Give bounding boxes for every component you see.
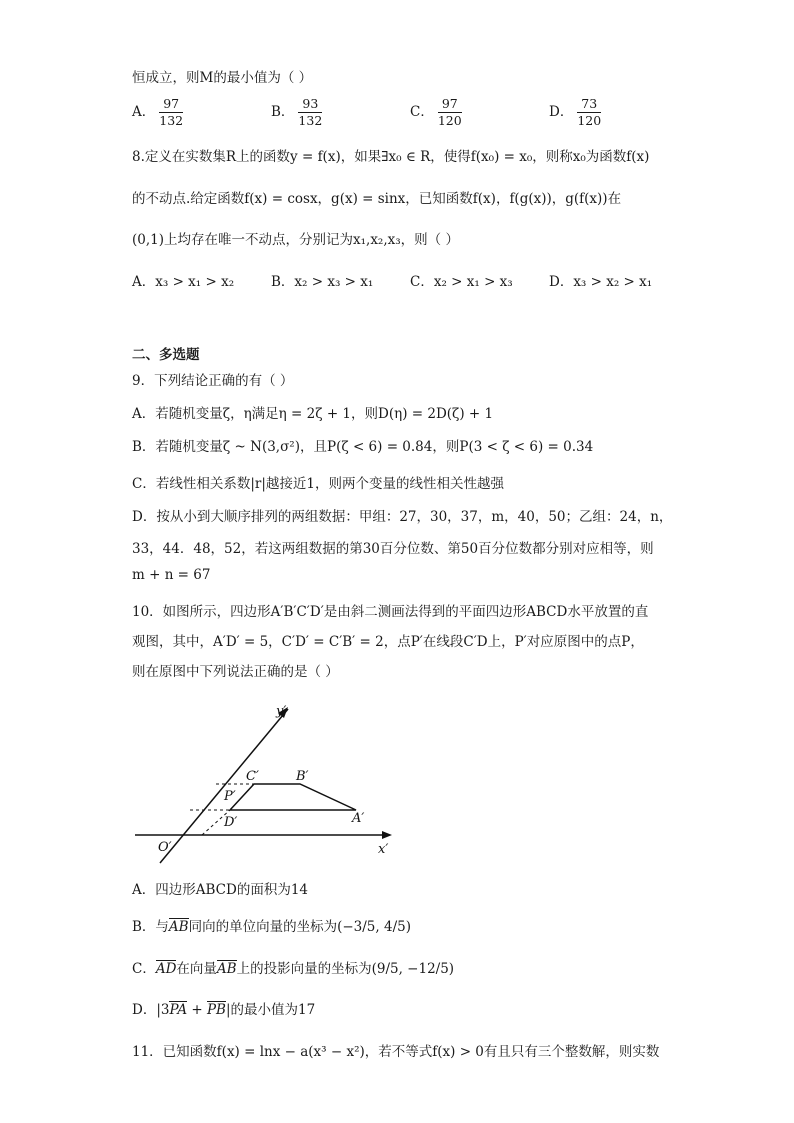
q10-option-d: D．|3PA + PB|的最小值为17 [132,1002,316,1018]
q10-option-b: B．与AB同向的单位向量的坐标为(−3/5, 4/5) [132,919,411,935]
q7-option-b: B． $\frac{93}{132}$ [271,96,323,128]
origin-label: O′ [158,840,172,855]
q10-line-2: 观图，其中，A′D′ = 5，C′D′ = C′B′ = 2，点P′在线段C′D上，P′对应原图中的点P， [132,634,644,650]
label-c: C′ [246,769,259,784]
vector-pb: PB [206,1002,226,1018]
label-a: A′ [352,811,365,826]
q10-line-1: 10．如图所示，四边形A′B′C′D′是由斜二测画法得到的平面四边形ABCD水平放置的直 [132,604,649,620]
q7-options [132,96,692,132]
label-b: B′ [296,769,309,784]
oblique-projection-figure [120,695,410,865]
y-axis [160,709,288,863]
q9-option-b: B．若随机变量ζ ~ N(3,σ²)，且P(ζ < 6) = 0.84，则P(3 < ζ < 6) = 0.34 [132,439,594,455]
q9-option-d-line-1: D．按从小到大顺序排列的两组数据：甲组：27，30，37，m，40，50；乙组：24，n， [132,509,673,525]
q9-option-a: A．若随机变量ζ，η满足η = 2ζ + 1，则D(η) = 2D(ζ) + 1 [132,406,494,422]
label-d: D′ [224,815,238,830]
q9-stem: 9．下列结论正确的有（ ） [132,373,294,389]
q7-option-c: C． $\frac{97}{120}$ [410,96,462,128]
section-heading: 二、多选题 [132,347,200,363]
q9-option-d-line-3: m + n = 67 [132,567,211,583]
q7-option-a: A． $\frac{97}{132}$ [132,96,184,128]
q8-option-c: C．x₂ > x₁ > x₃ [410,274,513,290]
q8-options [132,270,692,290]
y-axis-label: y′ [276,704,287,719]
x-axis-arrow [382,831,392,839]
label-p: P′ [224,789,236,804]
q8-line-3: (0,1)上均存在唯一不动点，分别记为x₁,x₂,x₃，则（ ） [132,232,459,248]
q8-line-2: 的不动点.给定函数f(x) = cosx，g(x) = sinx，已知函数f(x)，f(g(x))，g(f(x))在 [132,191,622,207]
q9-option-c: C．若线性相关系数|r|越接近1，则两个变量的线性相关性越强 [132,476,504,492]
q8-option-d: D．x₃ > x₂ > x₁ [549,274,653,290]
vector-ab: AB [168,919,189,935]
q8-option-a: A．x₃ > x₁ > x₂ [132,274,235,290]
q10-option-a: A．四边形ABCD的面积为14 [132,882,309,898]
q7-tail: 恒成立，则M的最小值为（ ） [132,70,313,86]
q9-option-d-line-2: 33，44．48，52，若这两组数据的第30百分位数、第50百分位数都分别对应相等，则 [132,541,654,557]
vector-ad: AD [155,961,177,977]
x-axis-label: x′ [378,842,389,857]
vector-pa: PA [169,1002,188,1018]
quadrilateral [230,784,356,810]
q8-option-b: B．x₂ > x₃ > x₁ [271,274,374,290]
q7-option-d: D． $\frac{73}{120}$ [549,96,602,128]
q11-line-1: 11．已知函数f(x) = lnx − a(x³ − x²)，若不等式f(x) > 0有且只有三个整数解，则实数 [132,1044,660,1060]
q10-line-3: 则在原图中下列说法正确的是（ ） [132,664,339,680]
vector-ab-2: AB [216,961,237,977]
q8-line-1: 8.定义在实数集R上的函数y = f(x)，如果∃x₀ ∈ R，使得f(x₀) = x₀，则称x₀为函数f(x) [132,149,650,165]
q10-option-c: C．AD在向量AB上的投影向量的坐标为(9/5, −12/5) [132,961,455,977]
